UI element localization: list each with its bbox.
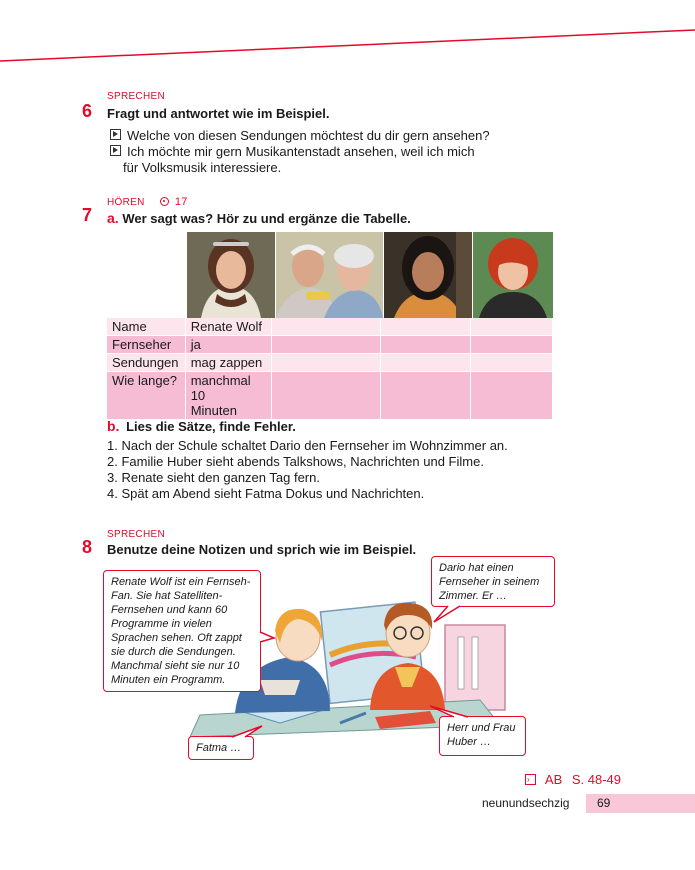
ex6-line2b: für Volksmusik interessiere. [123,160,282,175]
ex7a-task: a. Wer sagt was? Hör zu und ergänze die Tabelle. [107,210,411,226]
bubble-dario: Dario hat einen Fernseher in seinem Zimmer. Er … [431,556,555,607]
bubble-fatma: Fatma … [188,736,254,760]
table-cell: ja [186,336,273,354]
ex8-task: Benutze deine Notizen und sprich wie im Beispiel. [107,542,417,557]
table-cell: Renate Wolf [186,318,273,336]
ex6-line1: Welche von diesen Sendungen möchtest du dir gern ansehen? [110,128,530,144]
table-cell: Name [107,318,186,336]
page-word: neunundsechzig [482,796,570,810]
list-item: 1. Nach der Schule schaltet Dario den Fernseher im Wohnzimmer an. [107,438,508,453]
table-cell: Sendungen [107,354,186,372]
track-number: 17 [174,196,188,208]
ex7-label: HÖREN 17 [107,196,188,208]
table-cell: Wie lange? [107,372,186,420]
ex6-line2: Ich möchte mir gern Musikantenstadt ansehen, weil ich mich [110,144,530,160]
list-item: 4. Spät am Abend sieht Fatma Dokus und Nachrichten. [107,486,425,501]
table-cell: Fernseher [107,336,186,354]
list-item: 3. Renate sieht den ganzen Tag fern. [107,470,320,485]
ex8-label: SPRECHEN [107,529,165,540]
bubble-huber: Herr und Frau Huber … [439,716,526,756]
ex6-label: SPRECHEN [107,91,165,102]
arrow-box-icon: › [525,774,536,785]
ex8-number: 8 [82,537,93,557]
ex6-task: Fragt und antwortet wie im Beispiel. [107,106,330,121]
list-item: 2. Familie Huber sieht abends Talkshows, Nachrichten und Filme. [107,454,484,469]
table-cell: manchmal 10 Minuten [186,372,273,420]
ex7b-task: b. Lies die Sätze, finde Fehler. [107,418,296,434]
ex7-number: 7 [82,205,93,225]
bubble-renate: Renate Wolf ist ein Fernseh- Fan. Sie hat Satelliten- Fernsehen und kann 60 Programme in vielen Sprachen sehen. Oft zappt sie durch die Sendungen. Manchmal sieht sie nur 10 Minuten ein Programm. [103,570,261,692]
table-cell: mag zappen [186,354,273,372]
workbook-reference[interactable]: › AB S. 48-49 [527,772,622,787]
ex6-number: 6 [82,101,93,121]
page-number: 69 [597,796,611,810]
